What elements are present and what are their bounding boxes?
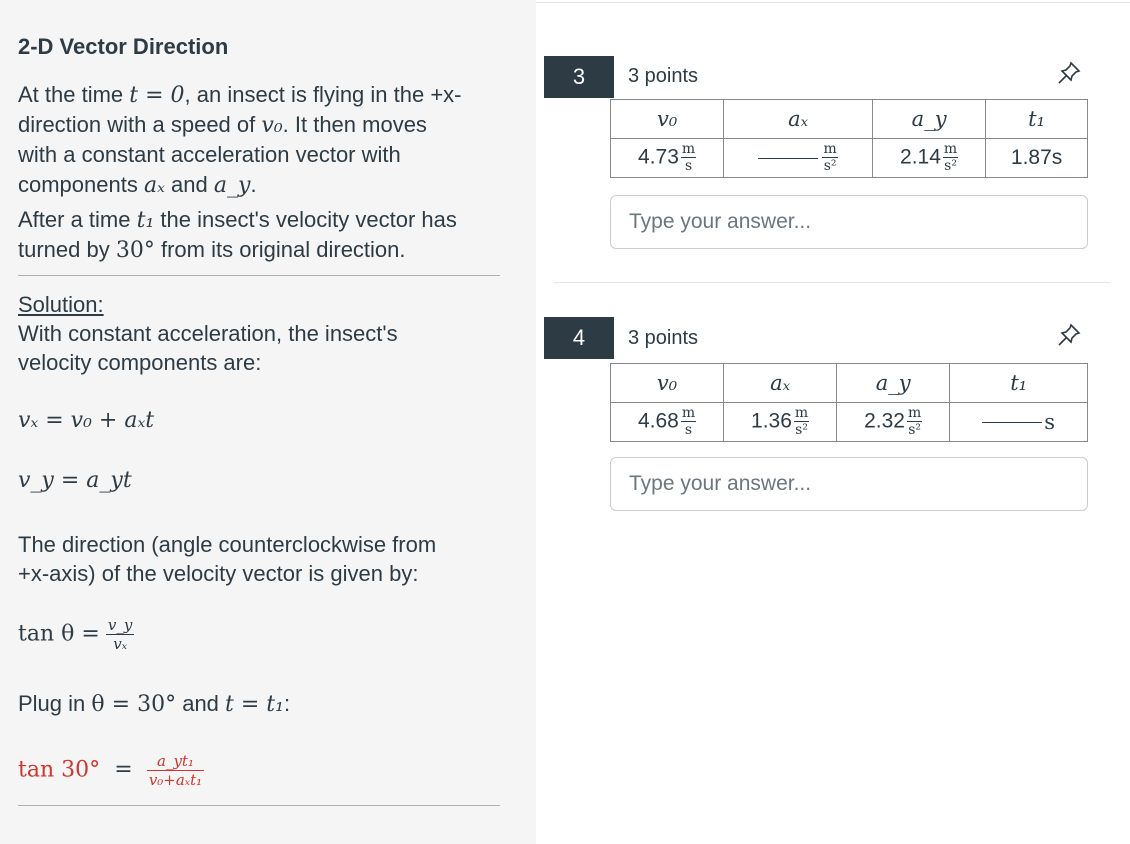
table-header: aₓ <box>724 364 837 403</box>
equation-vy: v_y = a_yt <box>18 468 132 493</box>
table-header-row <box>611 100 1088 139</box>
table-cell-blank: s <box>950 403 1088 442</box>
table-header: a_y <box>837 364 950 403</box>
answer-input[interactable]: Type your answer... <box>610 457 1088 511</box>
solution-text-line: velocity components are: <box>18 350 262 375</box>
equation-tan-30: tan 30° = $\frac{\text{a\_yt₁}}{\text{v₀+aₓt₁}}$ <box>18 752 203 789</box>
answer-input[interactable]: Type your answer... <box>610 195 1088 249</box>
table-header: a_y <box>873 100 986 139</box>
blank-line <box>758 158 818 159</box>
blank-line <box>982 422 1042 423</box>
problem-text-line: At the time t = 0, an insect is flying in the +x- <box>18 82 462 108</box>
question-points: 3 points <box>628 327 699 349</box>
solution-label: Solution: <box>18 292 104 317</box>
question-table <box>610 363 1088 442</box>
table-header: v₀ <box>611 100 724 139</box>
table-header: v₀ <box>611 364 724 403</box>
problem-text-line: with a constant acceleration vector with <box>18 142 401 167</box>
solution-text-line: With constant acceleration, the insect's <box>18 321 398 346</box>
equation-vx: vₓ = v₀ + aₓt <box>18 408 155 433</box>
table-cell: 1.87s <box>986 139 1088 178</box>
plug-in-line: Plug in θ = 30° and t = t₁: <box>18 691 291 717</box>
problem-title: 2-D Vector Direction <box>18 34 229 59</box>
table-header: t₁ <box>986 100 1088 139</box>
pin-icon[interactable] <box>1056 322 1082 348</box>
table-header: aₓ <box>724 100 873 139</box>
question-points: 3 points <box>628 65 699 87</box>
table-header: t₁ <box>950 364 1088 403</box>
pin-icon[interactable] <box>1056 60 1082 86</box>
problem-text-line: direction with a speed of v₀. It then moves <box>18 112 427 138</box>
problem-text-line: turned by 30° from its original direction. <box>18 237 406 263</box>
divider <box>536 2 1130 3</box>
table-cell: 2.32 $\frac{m}{\text{s²}}$ <box>837 403 950 442</box>
table-cell: 2.14 $\frac{m}{\text{s²}}$ <box>873 139 986 178</box>
question-number-badge: 3 <box>544 56 614 98</box>
problem-text-line: components aₓ and a_y. <box>18 172 257 198</box>
table-header-row <box>611 364 1088 403</box>
problem-text-line: After a time t₁ the insect's velocity vector has <box>18 207 457 233</box>
solution-panel <box>0 0 536 844</box>
equation-tan-theta: tan θ = $\frac{v\_y}{\text{vₓ}}$ <box>18 616 133 653</box>
table-cell: 4.73 $\frac{m}{s}$ <box>611 139 724 178</box>
table-row <box>611 139 1088 178</box>
table-cell: 1.36 $\frac{m}{\text{s²}}$ <box>724 403 837 442</box>
table-row <box>611 403 1088 442</box>
question-number-badge: 4 <box>544 317 614 359</box>
direction-text-line: The direction (angle counterclockwise from <box>18 532 437 557</box>
table-cell-blank: $\frac{m}{\text{s²}}$ <box>724 139 873 178</box>
divider <box>554 282 1110 283</box>
direction-text-line: +x-axis) of the velocity vector is given by: <box>18 561 419 586</box>
questions-panel <box>536 0 1130 844</box>
question-table <box>610 99 1088 178</box>
divider <box>18 275 500 276</box>
table-cell: 4.68 $\frac{m}{s}$ <box>611 403 724 442</box>
divider <box>18 805 500 806</box>
